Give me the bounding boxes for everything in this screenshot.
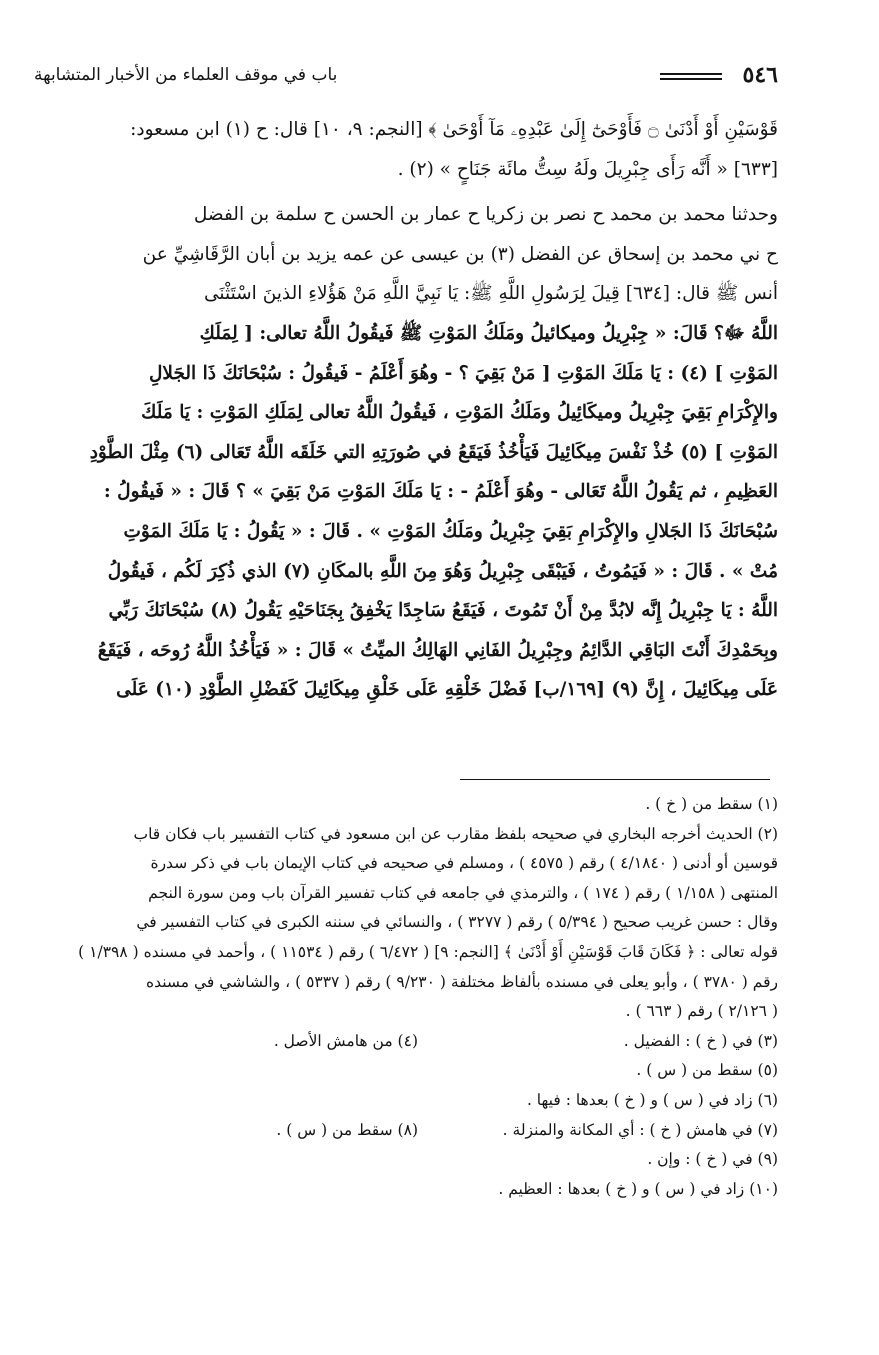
footnote-2-line: المنتهى ( ١/١٥٨ ) رقم ( ١٧٤ ) ، والترمذي في جامعه في كتاب تفسير القرآن باب ومن سورة النجم	[148, 883, 778, 902]
footnote-3: (٣) في ( خ ) : الفضيل .	[623, 1031, 778, 1050]
text-line-10: العَظِيمِ ، ثم يَقُولُ اللَّهُ تَعَالى - وهُوَ أَعْلَمُ - : يَا مَلَكَ المَوْتِ مَنْ بَقِيَ » ؟ قَالَ : « فَيقُولُ :	[103, 481, 778, 503]
running-title: باب في موقف العلماء من الأخبار المتشابهة	[34, 65, 338, 85]
text-line-13: اللَّهُ : يَا جِبْرِيلُ إِنَّه لابُدَّ مِنْ أَنْ تَمُوتَ ، فَيَقَعُ سَاجِدًا يَخْفِقُ بِجَنَاحَيْهِ يَقُولُ (٨) سُبْحَانَكَ رَبِّي	[108, 600, 778, 622]
footnote-row-7-8	[34, 1116, 778, 1146]
text-line-2: [٦٣٣] « أَنَّه رَأَى جِبْرِيلَ ولَهُ سِتُّ مائَة جَنَاحٍ » (٢) .	[397, 158, 778, 180]
text-line-6: اللَّهُ ﷻ؟ قَالَ: « جِبْرِيلُ وميكائيلُ ومَلَكُ المَوْتِ ﷺ فَيقُولُ اللَّهُ تعالى: [ لِمَلَكِ	[199, 322, 778, 344]
footnotes	[34, 790, 778, 1204]
page-header	[34, 60, 778, 100]
footnote-2-line: (٢) الحديث أخرجه البخاري في صحيحه بلفظ مقارب عن ابن مسعود في كتاب التفسير باب فكان قاب	[133, 824, 778, 843]
footnote-1: (١) سقط من ( خ ) .	[645, 795, 778, 813]
text-line-5: أنس ﷺ قال: [٦٣٤] قِيلَ لِرَسُولِ اللَّهِ ﷺ: يَا نَبِيَّ اللَّهِ مَنْ هَؤُلاءِ الذينَ اسْتَثْنَى	[204, 283, 778, 305]
footnote-row-3-4	[34, 1027, 778, 1057]
header-double-rule	[660, 73, 722, 80]
text-line-3: وحدثنا محمد بن محمد ح نصر بن زكريا ح عمار بن الحسن ح سلمة بن الفضل	[193, 204, 778, 226]
text-line-12: مُتْ » . قَالَ : « فَيَمُوتُ ، فَيَبْقَى جِبْرِيلُ وَهُوَ مِنَ اللَّهِ بالمكَانِ (٧) الذي ذُكِرَ لَكُم ، فَيقُولُ	[107, 560, 778, 582]
text-line-8: والإِكْرَامِ بَقِيَ جِبْرِيلُ وميكَائِيلُ ومَلَكُ المَوْتِ ، فَيقُولُ اللَّهُ تعالى لِمَلَكِ المَوْتِ : يَا مَلَكَ	[141, 402, 778, 424]
text-line-1: قَوْسَيْنِ أَوْ أَدْنَىٰ ۝ فَأَوْحَىٰٓ إِلَىٰ عَبْدِهِۦ مَآ أَوْحَىٰ ﴾ [النجم: ٩، ١٠] قال: ح (١) ابن مسعود:	[130, 119, 778, 140]
text-line-4: ح ني محمد بن إسحاق عن الفضل (٣) بن عيسى عن عمه يزيد بن أبان الرَّقَاشِيِّ عن	[142, 243, 778, 265]
footnote-5: (٥) سقط من ( س ) .	[636, 1061, 778, 1080]
text-line-11: سُبْحَانَكَ ذَا الجَلالِ والإِكْرَامِ بَقِيَ جِبْرِيلُ ومَلَكُ المَوْتِ » . قَالَ : « يَقُولُ : يَا مَلَكَ المَوْتِ	[123, 520, 778, 542]
footnote-7: (٧) في هامش ( خ ) : أي المكانة والمنزلة .	[502, 1120, 778, 1139]
footnote-4: (٤) من هامش الأصل .	[273, 1031, 418, 1050]
page-number: ٥٤٦	[742, 62, 778, 88]
text-line-15: عَلَى مِيكَائِيلَ ، إِنَّ (٩) [١٦٩/ب] فَضْلَ خَلْقِهِ عَلَى خَلْقِ مِيكَائِيلَ كَفَضْلِ الطَّوْدِ (١٠) عَلَى	[116, 679, 778, 701]
footnote-2-line: وقال : حسن غريب صحيح ( ٥/٣٩٤ ) رقم ( ٣٢٧٧ ) ، والنسائي في سننه الكبرى في كتاب التفسير في	[136, 913, 778, 932]
footnote-2-line: قوسين أو أدنى ( ٤/١٨٤٠ ) رقم ( ٤٥٧٥ ) ، ومسلم في صحيحه في كتاب الإيمان باب في ذكر سدرة	[150, 854, 778, 873]
text-line-14: وبِحَمْدِكَ أَنْتَ البَاقِي الدَّائِمُ وجِبْرِيلُ الفَانِي الهَالِكُ الميِّتُ » قَالَ : « فَيَأْخُذُ اللَّهُ رُوحَه ، فَيَقَعُ	[97, 639, 778, 661]
footnote-separator	[460, 779, 770, 780]
footnote-6: (٦) زاد في ( س ) و ( خ ) بعدها : فيها .	[526, 1090, 778, 1109]
footnote-9: (٩) في ( خ ) : وإن .	[647, 1150, 778, 1169]
footnote-2-line: ( ٢/١٢٦ ) رقم ( ٦٦٣ ) .	[625, 1002, 778, 1021]
footnote-2-line: رقم ( ٣٧٨٠ ) ، وأبو يعلى في مسنده بألفاظ مختلفة ( ٩/٢٣٠ ) رقم ( ٥٣٣٧ ) ، والشاشي في مسنده	[146, 972, 778, 991]
footnote-2-line: قوله تعالى : ﴿ فَكَانَ قَابَ قَوْسَيْنِ أَوْ أَدْنَىٰ ﴾ [النجم: ٩] ( ٦/٤٧٢ ) رقم ( ١١٥٣٤ ) ، وأحمد في مسنده ( ١/٣٩٨ )	[78, 942, 778, 961]
main-text	[34, 110, 778, 710]
footnote-8: (٨) سقط من ( س ) .	[276, 1120, 418, 1139]
footnote-10: (١٠) زاد في ( س ) و ( خ ) بعدها : العظيم .	[498, 1179, 778, 1198]
text-line-7: المَوْتِ ] (٤) : يَا مَلَكَ المَوْتِ [ مَنْ بَقِيَ ؟ - وهُوَ أَعْلَمُ - فَيقُولُ : سُبْحَانَكَ ذَا الجَلالِ	[148, 362, 778, 384]
text-line-9: المَوْتِ ] (٥) خُذْ نَفْسَ مِيكَائِيلَ فَيَأْخُذُ فَيَقَعُ في صُورَتِهِ التي خَلَقَه اللَّهُ تَعَالى (٦) مِثْلَ الطَّوْدِ	[89, 441, 778, 463]
